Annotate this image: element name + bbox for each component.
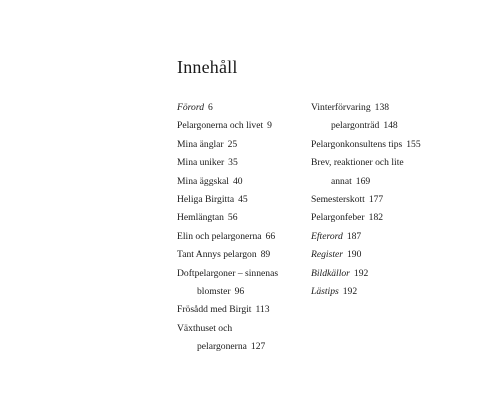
toc-page-number: 192 [342,286,358,298]
toc-entry [177,99,309,117]
toc-entry-title: Efterord [311,230,343,242]
toc-page-number: 192 [353,267,369,279]
toc-page-number: 96 [234,286,245,298]
toc-entry-title: Semesterskott [311,194,365,206]
toc-entry-title: Växthuset och [177,322,233,334]
toc-page-number: 169 [355,175,371,187]
toc-entry-continuation: pelargonerna [197,341,247,353]
toc-entry [177,117,309,135]
toc-entry [311,154,441,191]
toc-entry-continuation: pelargonträd [331,120,380,132]
toc-page-number: 40 [232,175,243,187]
toc-page-number: 66 [265,230,276,242]
toc-entry [311,117,441,135]
toc-page-number: 9 [267,120,272,132]
toc-page-number: 187 [346,230,362,242]
toc-page-number: 89 [260,249,271,261]
toc-entry-title: Tant Annys pelargon [177,249,257,261]
toc-entry [177,228,309,246]
toc-entry [177,154,309,172]
toc-page-number: 190 [346,249,362,261]
toc-entry-title: Mina änglar [177,138,224,150]
toc-entry [311,283,441,301]
toc-entry-title: Lästips [311,286,339,298]
toc-entry [177,320,309,357]
toc-entry [177,136,309,154]
toc-entry-title: Hemlängtan [177,212,224,224]
toc-entry-title: Elin och pelargonerna [177,230,262,242]
toc-page-number: 113 [255,304,270,316]
toc-entry-title: Vinterförvaring [311,102,371,113]
toc-entry-title: Pelargonerna och livet [177,120,264,132]
toc-entry [311,136,441,154]
toc-page-number: 45 [238,194,248,206]
toc-entry [177,209,309,227]
toc-entry-title: Förord [177,102,205,113]
toc-page-number: 177 [368,194,384,206]
toc-entry [177,173,309,191]
toc-entry [311,191,441,209]
toc-page-number: 35 [228,157,238,169]
toc-entry-title: Heliga Birgitta [177,194,235,206]
toc-entry [177,246,309,264]
toc-entry [311,246,441,264]
toc-page-number: 155 [406,138,421,150]
toc-entry [311,265,441,283]
toc-entry [311,228,441,246]
toc-right-column [311,99,441,301]
toc-entry-title: Pelargonkonsultens tips [311,138,403,150]
toc-entry-title: Doftpelargoner – sinnenas [177,267,279,279]
toc-entry [177,191,309,209]
toc-entry-title: Bildkällor [311,267,350,279]
toc-entry [311,99,441,117]
toc-page-number: 138 [374,102,390,113]
toc-left-column [177,99,309,357]
page-title: Innehåll [177,57,238,77]
toc-entry [177,301,309,319]
toc-page-number: 25 [227,138,238,150]
toc-entry-title: Pelargonfeber [311,212,365,224]
toc-entry-title: Register [311,249,343,261]
toc-page-number: 127 [250,341,266,353]
toc-entry-title: Mina uniker [177,157,225,169]
toc-entry-continuation: annat [331,175,352,187]
toc-entry-title: Frösådd med Birgit [177,304,252,316]
toc-page-number: 56 [227,212,238,224]
toc-entry-title: Brev, reaktioner och lite [311,157,404,169]
toc-page-number: 182 [368,212,384,224]
toc-entry-continuation: blomster [197,286,231,298]
toc-page-number: 6 [208,102,213,113]
toc-page-number: 148 [383,120,398,132]
toc-entry-title: Mina äggskal [177,175,229,187]
toc-entry [177,265,309,302]
toc-entry [311,209,441,227]
